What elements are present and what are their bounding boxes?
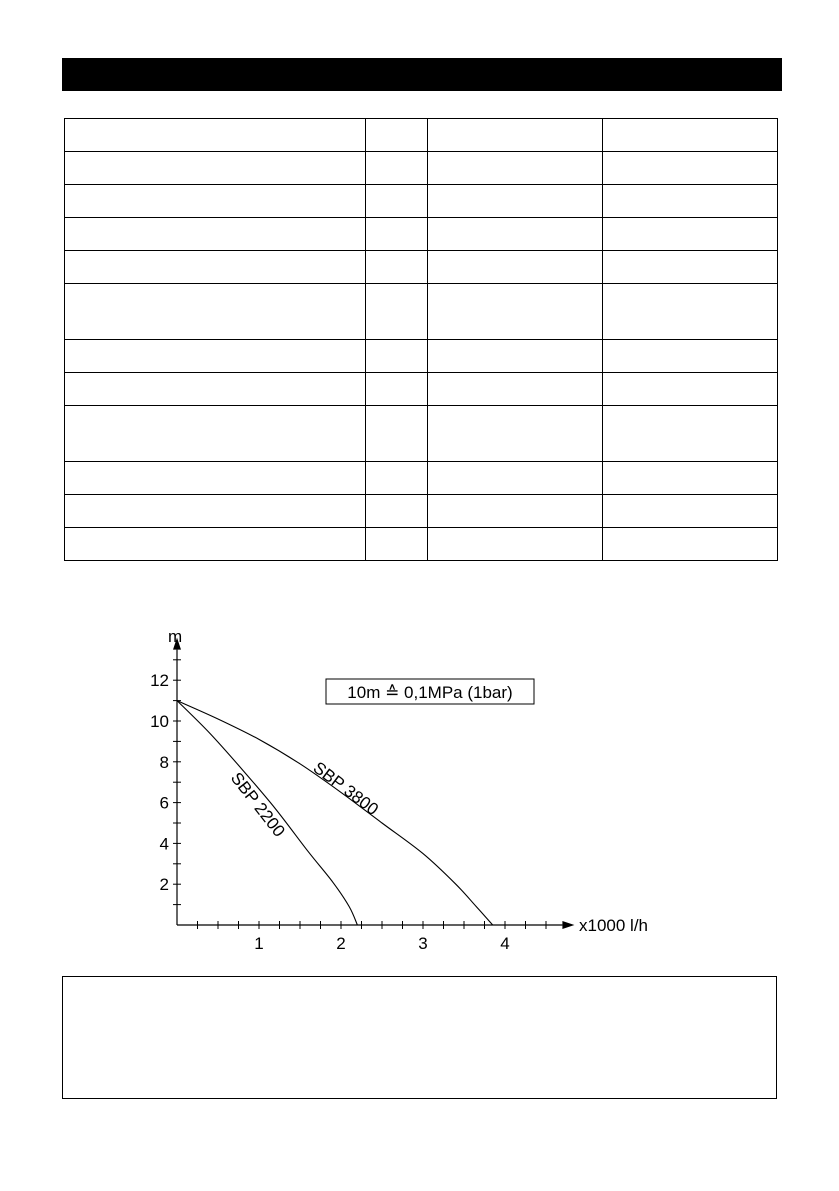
y-tick-label: 8 [159, 752, 169, 772]
x-tick-label: 3 [418, 934, 428, 953]
y-tick-label: 10 [150, 712, 169, 731]
annotation-text: 10m ≙ 0,1MPa (1bar) [347, 683, 513, 702]
x-tick-label: 2 [336, 934, 346, 953]
y-tick-label: 12 [150, 671, 169, 691]
x-tick-label: 4 [500, 934, 510, 953]
note-box [62, 976, 777, 1099]
annotation-box [326, 679, 534, 704]
series-label-sbp-2200: SBP 2200 [226, 768, 289, 841]
y-tick-label: 6 [159, 793, 169, 813]
x-tick-label: 1 [254, 934, 264, 953]
x-axis-arrow [562, 921, 574, 929]
y-tick-label: 4 [159, 834, 169, 854]
x-axis-label: x1000 l/h [579, 916, 648, 935]
series-line-sbp-3800 [177, 701, 493, 925]
y-tick-label: 2 [159, 875, 169, 895]
series-label-sbp-3800: SBP 3800 [309, 758, 382, 820]
y-axis-label: m [168, 627, 183, 646]
